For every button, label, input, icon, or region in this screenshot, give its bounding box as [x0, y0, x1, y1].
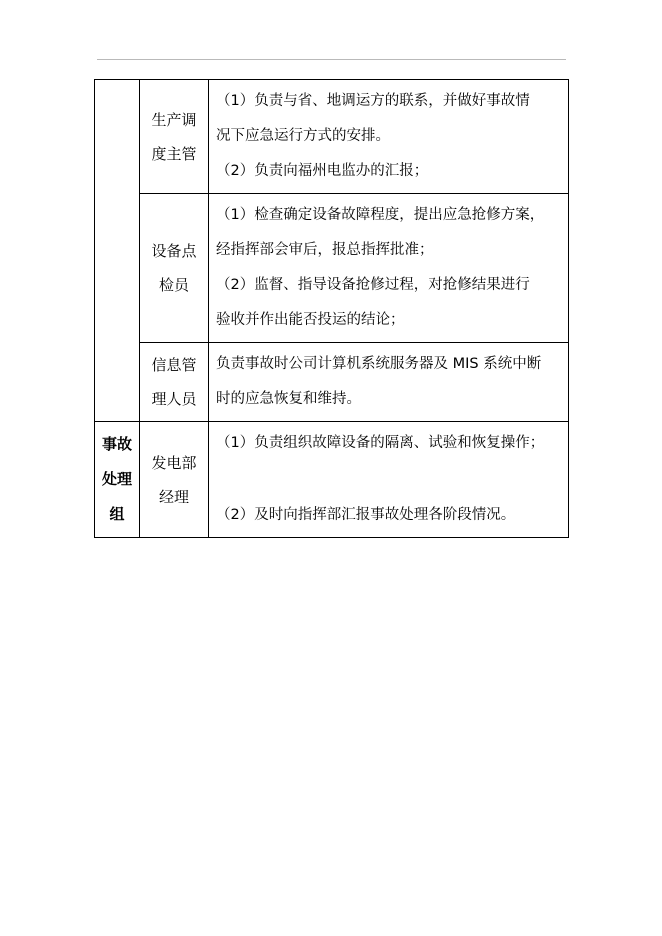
- group-label-line: 事故: [101, 435, 132, 453]
- duty-text-line: （1）负责组织故障设备的隔离、试验和恢复操作；: [216, 435, 545, 451]
- responsibility-table: [94, 79, 569, 538]
- duty-text-line: （2）负责向福州电监办的汇报；: [216, 163, 429, 179]
- duty-cell: [209, 343, 569, 422]
- role-label-line: 检员: [158, 276, 189, 294]
- duty-text-line: （2）及时向指挥部汇报事故处理各阶段情况。: [216, 507, 516, 523]
- duty-text-line: 经指挥部会审后，报总指挥批准；: [216, 242, 434, 258]
- group-cell-empty: [95, 80, 140, 422]
- role-cell: [140, 194, 209, 343]
- duty-text-line: （2）监督、指导设备抢修过程，对抢修结果进行: [216, 277, 530, 293]
- role-label-line: 发电部: [151, 453, 197, 472]
- role-label-line: 度主管: [151, 144, 197, 163]
- duty-text-line: （1）负责与省、地调运方的联系，并做好事故情: [216, 93, 530, 109]
- duty-text-line: 时的应急恢复和维持。: [216, 391, 361, 407]
- duty-cell: [209, 80, 569, 194]
- group-cell: [95, 422, 140, 538]
- role-label-line: 理人员: [151, 390, 197, 408]
- duty-cell: [209, 422, 569, 538]
- role-cell: [140, 343, 209, 422]
- duty-text-line: （1）检查确定设备故障程度，提出应急抢修方案，: [216, 207, 545, 223]
- table-row: [95, 343, 569, 422]
- duty-text-line: 负责事故时公司计算机系统服务器及 MIS 系统中断: [216, 356, 542, 372]
- role-label-line: 设备点: [151, 242, 197, 260]
- header-rule: [97, 59, 566, 60]
- duty-cell: [209, 194, 569, 343]
- duty-text-line: 况下应急运行方式的安排。: [216, 128, 390, 144]
- group-label-line: 组: [109, 505, 125, 523]
- duty-text-line: 验收并作出能否投运的结论；: [216, 312, 405, 328]
- role-label-line: 经理: [158, 487, 189, 506]
- role-cell: [140, 80, 209, 194]
- table-row: [95, 194, 569, 343]
- group-label-line: 处理: [101, 470, 132, 488]
- table-row: [95, 422, 569, 538]
- role-label-line: 信息管: [151, 356, 197, 374]
- role-label-line: 生产调: [151, 110, 197, 129]
- role-cell: [140, 422, 209, 538]
- table-row: [95, 80, 569, 194]
